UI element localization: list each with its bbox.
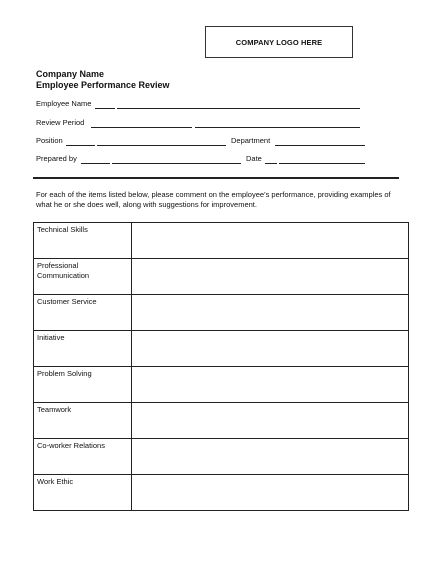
comment-cell[interactable] [132, 259, 409, 295]
comment-cell[interactable] [132, 295, 409, 331]
comment-cell[interactable] [132, 439, 409, 475]
prepared-by-label: Prepared by [36, 154, 77, 163]
review-period-end-line[interactable] [195, 127, 360, 128]
company-logo-placeholder [205, 26, 353, 58]
position-line-short[interactable] [66, 145, 95, 146]
review-period-row [36, 118, 376, 130]
date-label: Date [246, 154, 262, 163]
department-line[interactable] [275, 145, 365, 146]
review-period-label: Review Period [36, 118, 85, 127]
table-row [34, 223, 409, 259]
date-line[interactable] [279, 163, 365, 164]
table-row [34, 403, 409, 439]
employee-name-label: Employee Name [36, 99, 92, 108]
company-name: Company Name [36, 69, 105, 79]
section-divider [33, 177, 399, 179]
table-row [34, 259, 409, 295]
table-row [34, 331, 409, 367]
category-label: Problem Solving [34, 367, 132, 403]
logo-text: COMPANY LOGO HERE [235, 37, 323, 47]
table-row [34, 439, 409, 475]
comment-cell[interactable] [132, 367, 409, 403]
comment-cell[interactable] [132, 475, 409, 511]
form-header [36, 69, 170, 91]
comment-cell[interactable] [132, 223, 409, 259]
comment-cell[interactable] [132, 331, 409, 367]
date-line-short[interactable] [265, 163, 277, 164]
table-row [34, 295, 409, 331]
category-label: Professional Communication [34, 259, 132, 295]
category-label: Technical Skills [34, 223, 132, 259]
category-label: Customer Service [34, 295, 132, 331]
category-label: Co-worker Relations [34, 439, 132, 475]
review-period-start-line[interactable] [91, 127, 192, 128]
employee-name-line[interactable] [117, 108, 360, 109]
performance-review-table [33, 222, 409, 511]
category-label: Teamwork [34, 403, 132, 439]
table-row [34, 475, 409, 511]
department-label: Department [231, 136, 271, 145]
category-label: Work Ethic [34, 475, 132, 511]
prepared-by-row [36, 154, 376, 166]
comment-cell[interactable] [132, 403, 409, 439]
employee-name-line-short[interactable] [95, 108, 115, 109]
employee-name-row [36, 99, 376, 111]
form-title: Employee Performance Review [36, 80, 170, 90]
category-label: Initiative [34, 331, 132, 367]
prepared-by-line-short[interactable] [81, 163, 110, 164]
instructions-text: For each of the items listed below, please comment on the employee’s performance, providing examples of what he or she does well, along with suggestions for improvement. [36, 190, 391, 209]
position-line[interactable] [97, 145, 226, 146]
table-row [34, 367, 409, 403]
prepared-by-line[interactable] [112, 163, 241, 164]
position-row [36, 136, 376, 148]
position-label: Position [36, 136, 63, 145]
